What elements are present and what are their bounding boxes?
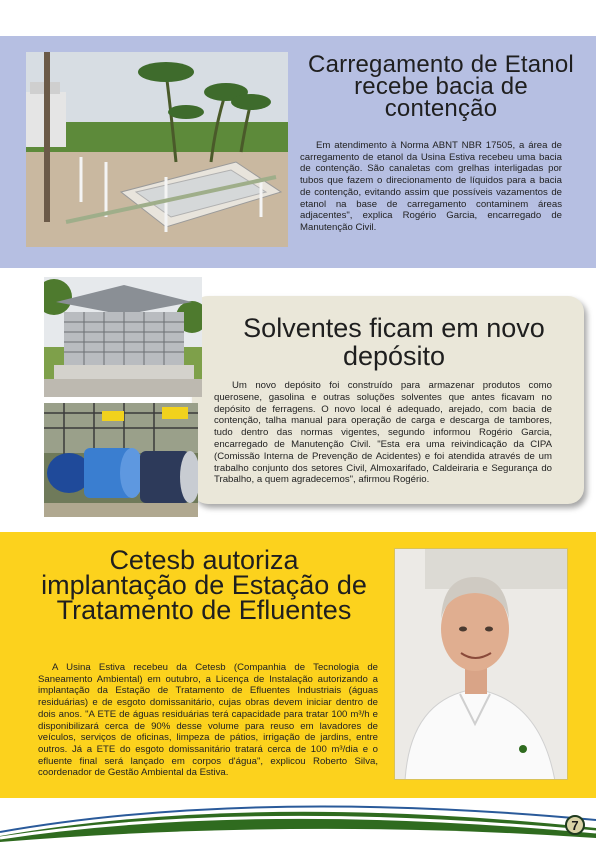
section3-body: A Usina Estiva recebeu da Cetesb (Companhia de Tecnologia de Saneamento Ambiental) em outubro, a Licença de Instalação autorizando a implantação da Estação de Tratamento de Efluentes Industriais (águas residuárias) e de esgoto domissanitário, cujas obras devem iniciar dentro de dois anos. "A ETE de águas residuárias terá capacidade para tratar 100 m³/h e disponibilizará cerca de 90% desse volume para reuso em lavadores de veículos, serviços de oficinas, limpeza de pátios, irrigação de jardins, entre outros. Já a ETE do esgoto domissanitário tratará cerca de 100 m³/dia e o efluente final será lançado em corpos d'água", explicou Roberto Silva, coordenador de Gestão Ambiental da Estiva. [38, 662, 378, 779]
section2-body: Um novo depósito foi construído para armazenar produtos como querosene, gasolina e outras soluções solventes que antes ficavam no depósito de ferragens. O novo local é adequado, arejado, com bacia de contenção, talha manual para operação de carga e descarga de tambores, tudo dentro das normas vigentes, segundo informou Rogério Garcia, encarregado de Manutenção Civil. "Esta era uma reivindicação da CIPA (Comissão Interna de Prevenção de Acidentes) e foi atendida através de um trabalho conjunto dos setores Civil, Almoxarifado, Caldeiraria e Segurança do Trabalho, a quem agradecemos", afirmou Rogério. [214, 380, 552, 486]
section1-title: Carregamento de Etanol recebe bacia de contenção [308, 51, 574, 122]
page-number: 7 [565, 815, 585, 835]
section2-title: Solventes ficam em novo depósito [243, 313, 545, 371]
drums-photo [44, 403, 198, 517]
etanol-containment-photo [26, 52, 288, 247]
section3-title: Cetesb autoriza implantação de Estação de Tratamento de Efluentes [41, 545, 367, 625]
solvent-depot-photo [44, 277, 202, 397]
roberto-silva-portrait [394, 548, 568, 780]
footer-swoosh [0, 798, 596, 842]
section1-body: Em atendimento à Norma ABNT NBR 17505, a área de carregamento de etanol da Usina Estiva recebeu uma bacia de contenção. São canaletas com grelhas interligadas por tubos que fazem o direcionamento de líquidos para a bacia de contenção, evitando assim que possíveis vazamentos de etanol na base de carregamento contaminem áreas adjacentes", explica Rogério Garcia, encarregado de Manutenção Civil. [300, 140, 562, 233]
